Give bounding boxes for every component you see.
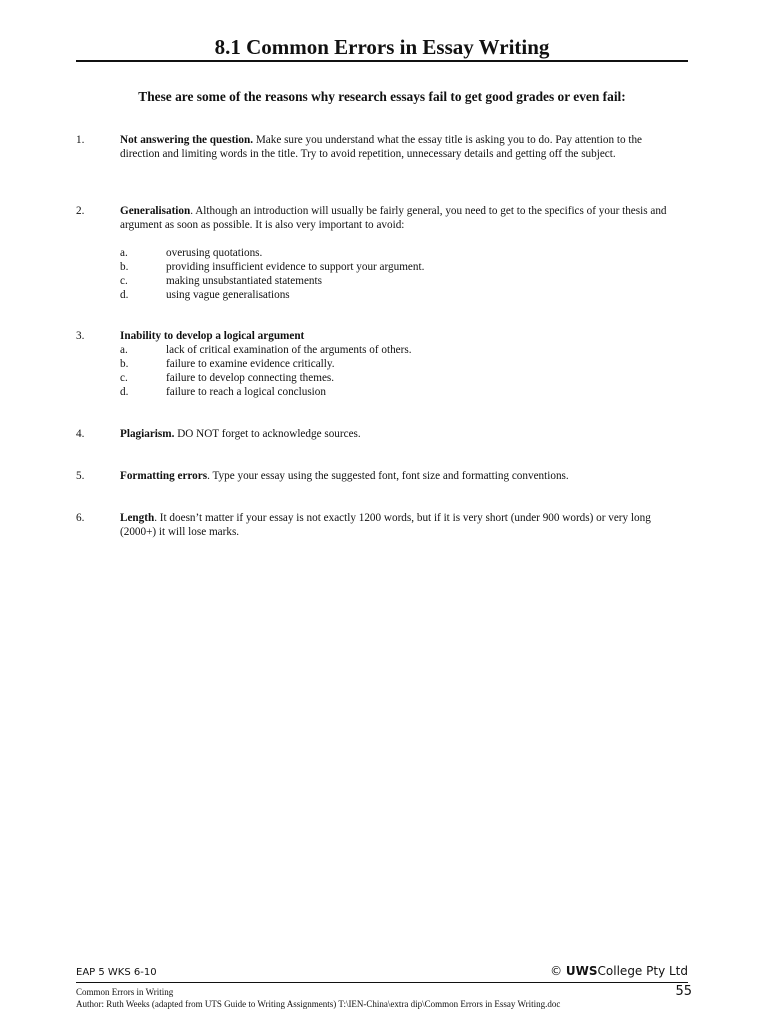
item-body [120, 329, 684, 399]
item-heading: Generalisation [120, 205, 191, 217]
page-title: 8.1 Common Errors in Essay Writing [214, 35, 550, 59]
sub-letter: c. [120, 275, 128, 287]
item-body [120, 133, 684, 161]
page-number: 55 [675, 984, 692, 999]
sub-text: failure to examine evidence critically. [166, 358, 335, 370]
sub-list-item [120, 371, 684, 385]
brand-name: UWS [565, 964, 598, 978]
item-text: . Although an introduction will usually be fairly general, you need to get to the specifics of your thesis and argument as soon as possible. It is also very important to avoid: [120, 205, 667, 231]
sub-text: failure to reach a logical conclusion [166, 386, 326, 398]
item-body [120, 427, 684, 441]
item-heading: Inability to develop a logical argument [120, 330, 305, 342]
title-underline [76, 60, 688, 62]
sub-list [120, 343, 684, 399]
sub-letter: a. [120, 247, 128, 259]
footer-course-code: EAP 5 WKS 6-10 [76, 967, 157, 978]
company-name: College Pty Ltd [597, 964, 688, 978]
item-number: 2. [76, 205, 85, 217]
footer-author: Author: Ruth Weeks (adapted from UTS Guide to Writing Assignments) T:\IEN-China\extra dip\Common Errors in Essay Writing.doc [76, 999, 561, 1009]
item-text: Make sure you understand what the essay title is asking you to do. Pay attention to the direction and limiting words in the title. Try to avoid repetition, unnecessary details and getting off the subject. [120, 134, 643, 160]
sub-letter: d. [120, 289, 129, 301]
footer-copyright [550, 964, 688, 978]
sub-list-item [120, 274, 684, 288]
sub-list-item [120, 246, 684, 260]
sub-list [120, 246, 684, 302]
sub-text: making unsubstantiated statements [166, 275, 322, 287]
footer-divider [76, 982, 688, 983]
intro-heading: These are some of the reasons why research essays fail to get good grades or even fail: [138, 89, 626, 104]
sub-letter: c. [120, 372, 128, 384]
item-text: DO NOT forget to acknowledge sources. [174, 428, 361, 440]
item-number: 3. [76, 330, 85, 342]
item-text: . It doesn’t matter if your essay is not exactly 1200 words, but if it is very short (under 900 words) or very long (2000+) it will lose marks. [120, 512, 651, 538]
sub-text: providing insufficient evidence to support your argument. [166, 261, 425, 273]
sub-text: failure to develop connecting themes. [166, 372, 335, 384]
item-heading: Length [120, 512, 155, 524]
item-number: 1. [76, 134, 85, 146]
sub-text: lack of critical examination of the arguments of others. [166, 344, 412, 356]
sub-list-item [120, 288, 684, 302]
item-number: 5. [76, 470, 85, 482]
sub-letter: b. [120, 358, 129, 370]
sub-list-item [120, 260, 684, 274]
sub-text: overusing quotations. [166, 247, 263, 259]
sub-list-item [120, 343, 684, 357]
sub-list-item [120, 357, 684, 371]
item-body [120, 469, 684, 483]
footer-doc-title: Common Errors in Writing [76, 987, 174, 997]
sub-letter: b. [120, 261, 129, 273]
item-heading: Plagiarism. [120, 428, 175, 440]
sub-letter: a. [120, 344, 128, 356]
item-number: 6. [76, 512, 85, 524]
sub-letter: d. [120, 386, 129, 398]
item-heading: Not answering the question. [120, 134, 254, 146]
item-body [120, 511, 684, 539]
sub-text: using vague generalisations [166, 289, 290, 301]
sub-list-item [120, 385, 684, 399]
item-text: . Type your essay using the suggested font, font size and formatting conventions. [207, 470, 569, 482]
copyright-icon: © [550, 964, 563, 978]
item-heading: Formatting errors [120, 470, 208, 482]
item-number: 4. [76, 428, 85, 440]
item-body [120, 204, 684, 302]
